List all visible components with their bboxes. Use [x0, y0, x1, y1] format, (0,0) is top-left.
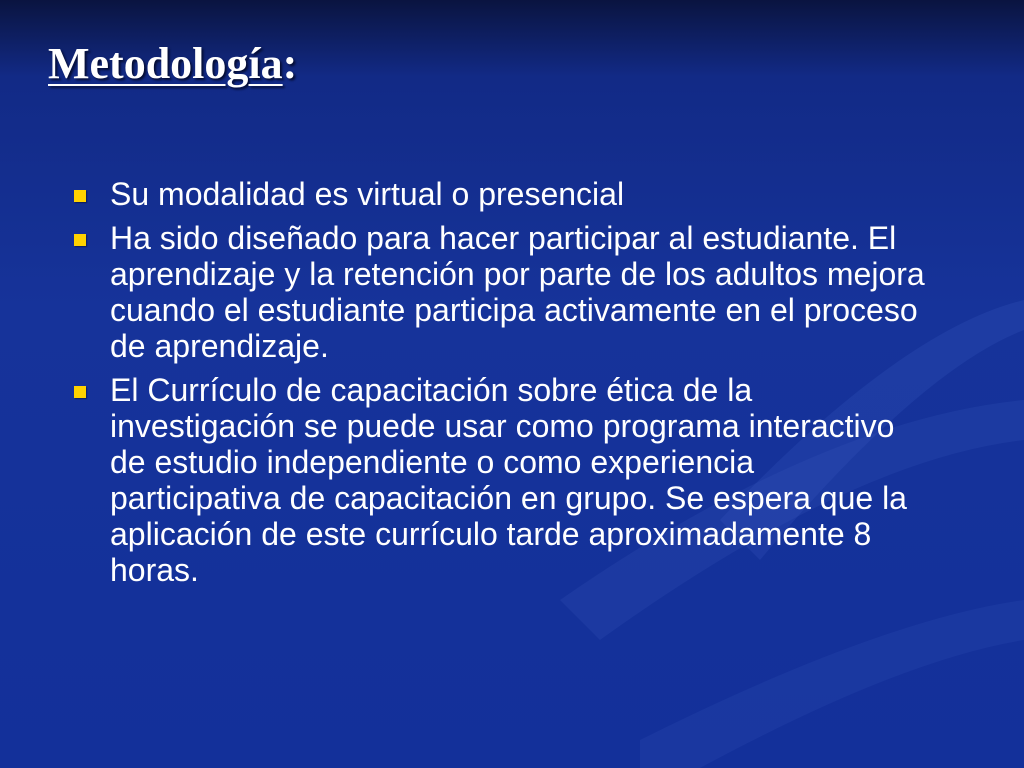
- slide-title-colon: :: [282, 39, 298, 88]
- slide-title: [48, 36, 297, 92]
- bullet-text: Su modalidad es virtual o presencial: [110, 176, 625, 212]
- bullet-item: [70, 176, 930, 212]
- square-bullet-icon: [74, 234, 86, 246]
- square-bullet-icon: [74, 190, 86, 202]
- bullet-text: Ha sido diseñado para hacer participar al estudiante. El aprendizaje y la retención por parte de los adultos mejora cuando el estudiante participa activamente en el proceso de aprendizaje.: [110, 220, 925, 364]
- bullet-item: [70, 220, 930, 364]
- bullet-item: [70, 372, 930, 588]
- square-bullet-icon: [74, 386, 86, 398]
- bullet-list: [70, 176, 930, 596]
- bullet-text: El Currículo de capacitación sobre ética de la investigación se puede usar como programa interactivo de estudio independiente o como experiencia participativa de capacitación en grupo. Se espera que la aplicación de este currículo tarde aproximadamente 8 horas.: [110, 372, 907, 588]
- slide-title-text: Metodología: [48, 39, 283, 88]
